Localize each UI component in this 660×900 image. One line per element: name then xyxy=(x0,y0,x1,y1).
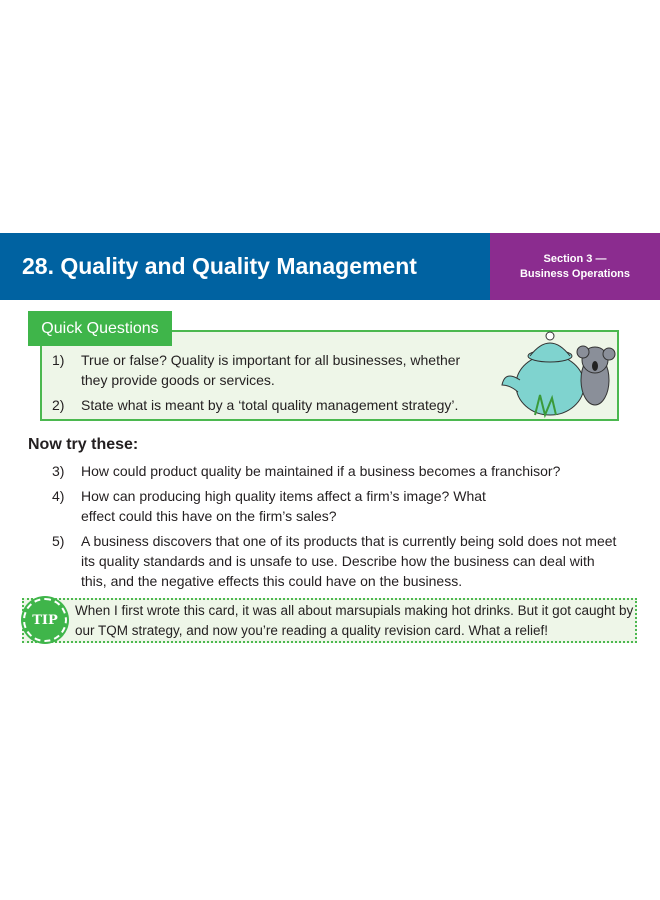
page-title: 28. Quality and Quality Management xyxy=(22,253,417,279)
question-number: 1) xyxy=(52,352,65,368)
question-4 xyxy=(0,486,660,526)
question-number: 5) xyxy=(52,533,65,549)
question-text: State what is meant by a ‘total quality management strategy’. xyxy=(81,397,459,413)
section-name: Business Operations xyxy=(519,267,631,280)
question-3 xyxy=(0,461,660,481)
teapot-koala-illustration xyxy=(500,330,622,422)
tip-badge-icon: TIP xyxy=(23,598,67,642)
question-number: 3) xyxy=(52,463,65,479)
question-text: True or false? Quality is important for all businesses, whether they provide goods or services. xyxy=(81,352,461,388)
now-try-these-heading: Now try these: xyxy=(28,436,139,453)
question-text: How can producing high quality items affect a firm’s image? What effect could this have on the firm’s sales? xyxy=(81,488,486,524)
question-number: 2) xyxy=(52,397,65,413)
quick-questions-heading: Quick Questions xyxy=(28,311,172,346)
question-text: How could product quality be maintained if a business becomes a franchisor? xyxy=(81,463,561,479)
section-label xyxy=(490,233,660,300)
section-number: Section 3 — xyxy=(543,252,607,265)
now-try-these-list xyxy=(0,461,660,596)
tip-text: When I first wrote this card, it was all about marsupials making hot drinks. But it got caught by our TQM strategy, and now you’re reading a quality revision card. What a relief! xyxy=(75,603,634,638)
question-5 xyxy=(0,531,660,591)
question-number: 4) xyxy=(52,488,65,504)
question-text: A business discovers that one of its products that is currently being sold does not meet its quality standards and is unsafe to use. Describe how the business can deal with this, and the negative effects this could have on the business. xyxy=(81,533,617,589)
